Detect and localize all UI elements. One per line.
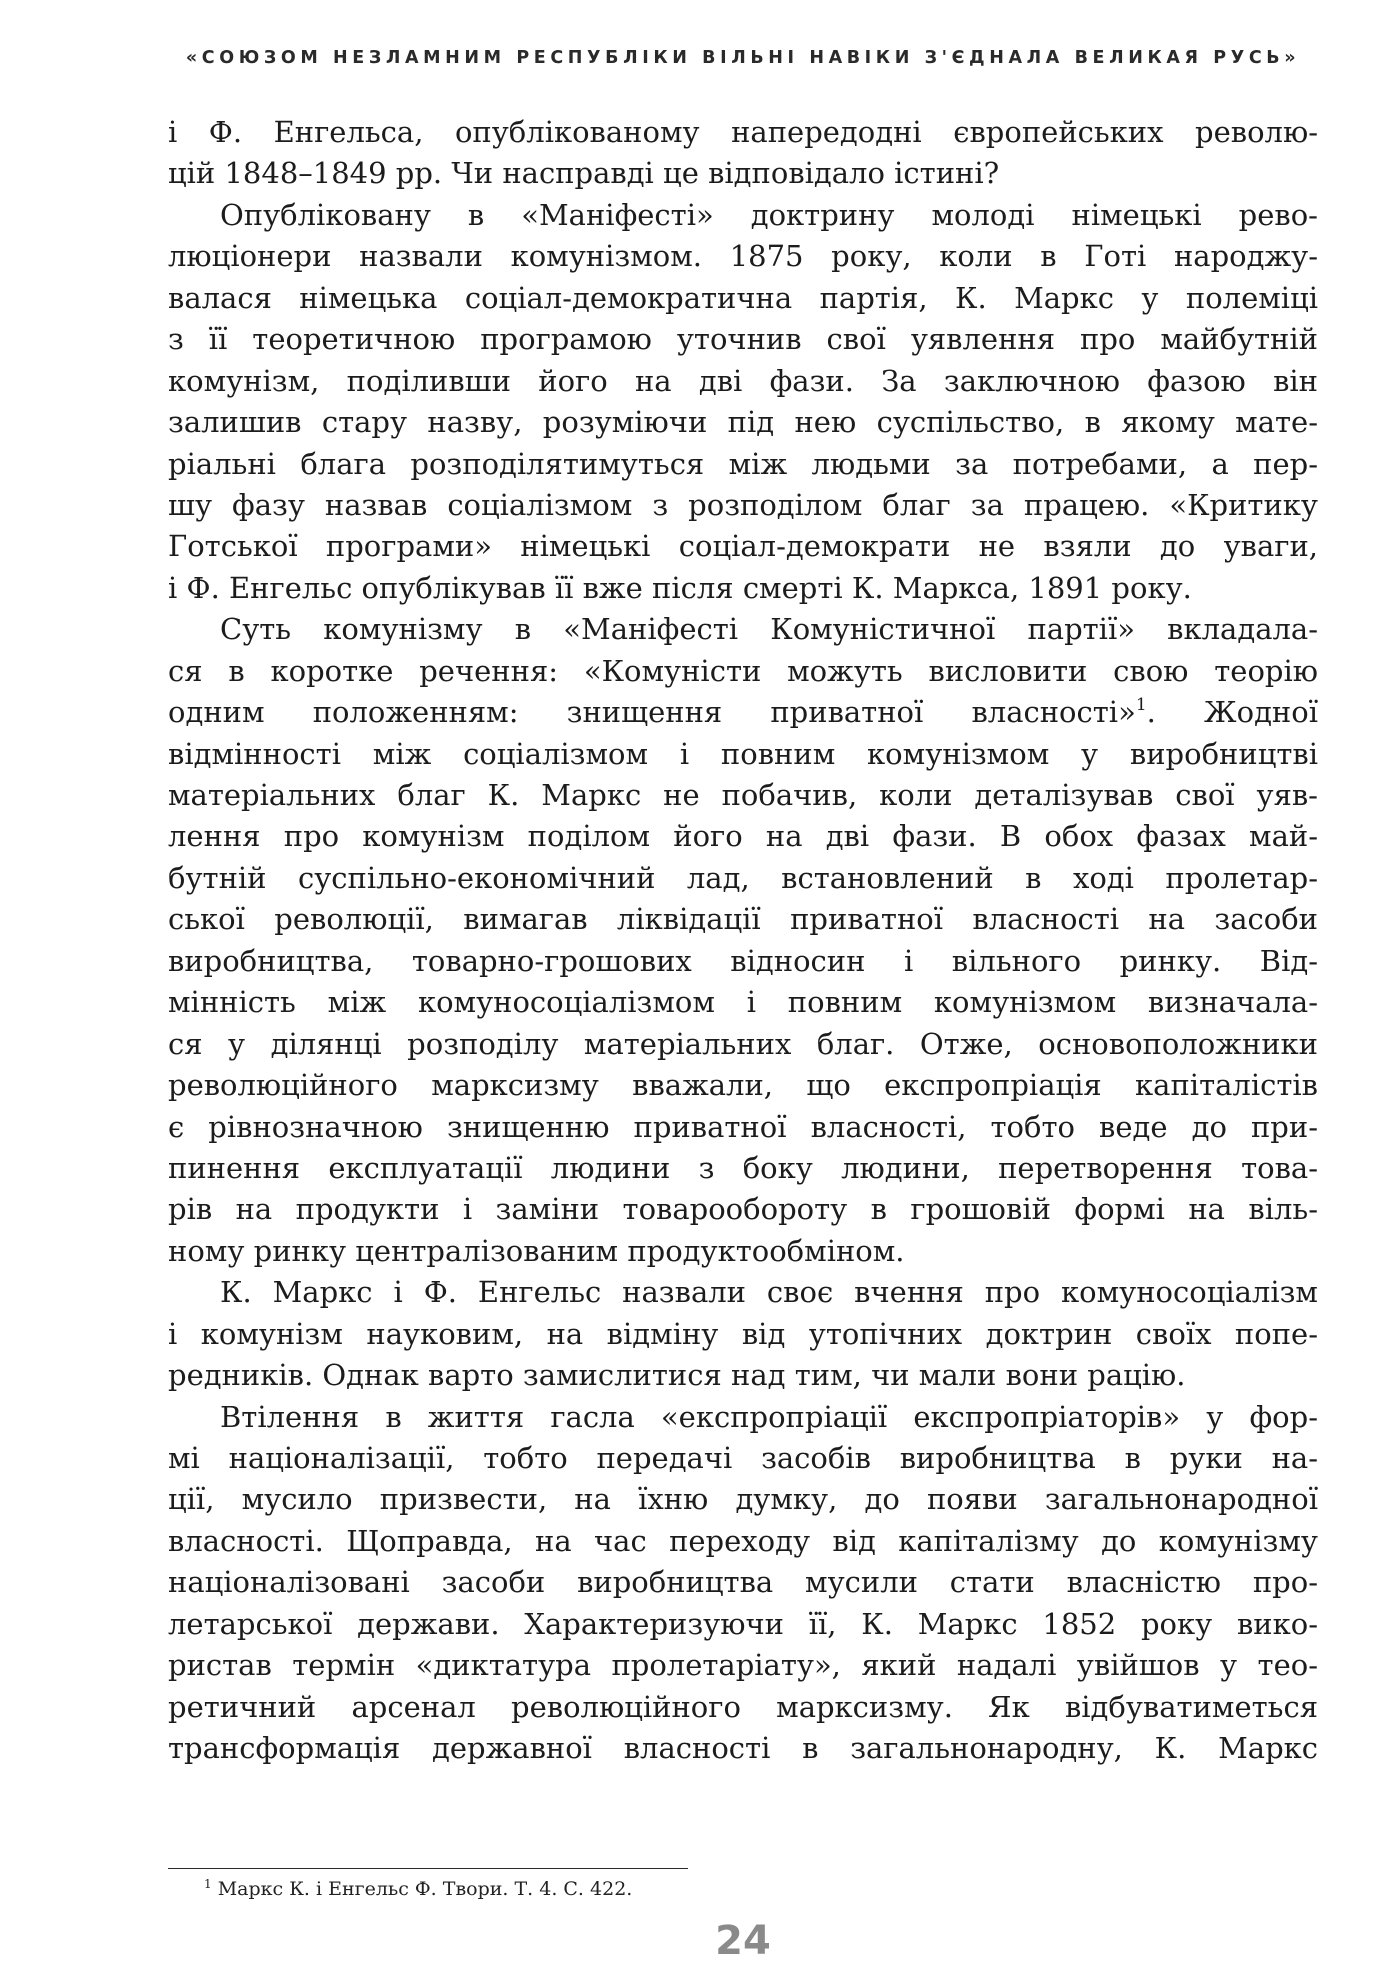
text-line: ції, мусило призвести, на їхню думку, до появи загальнонародної — [168, 1482, 1318, 1517]
text-line: з її теоретичною програмою уточнив свої уявлення про майбутній — [168, 322, 1318, 357]
text-line: люціонери назвали комунізмом. 1875 року, коли в Готі народжу- — [168, 239, 1318, 274]
text-line: мінність між комуносоціалізмом і повним комунізмом визначала- — [168, 985, 1318, 1020]
text-line: мі націоналізації, тобто передачі засобів виробництва в руки на- — [168, 1441, 1318, 1475]
text-line: революційного марксизму вважали, що експропріація капіталістів — [168, 1068, 1318, 1103]
page-number: 24 — [715, 1918, 771, 1964]
text-line: виробництва, товарно-грошових відносин і вільного ринку. Від- — [168, 943, 1318, 978]
footnote — [204, 1878, 632, 1900]
text-line: летарської держави. Характеризуючи її, К. Маркс 1852 року вико- — [168, 1606, 1318, 1641]
text-line: ської революції, вимагав ліквідації приватної власності на засоби — [168, 902, 1318, 937]
text-line: пинення експлуатації людини з боку людини, перетворення това- — [168, 1150, 1318, 1185]
text-line: Опубліковану в «Маніфесті» доктрину молоді німецькі рево- — [220, 197, 1318, 232]
text-line: залишив стару назву, розуміючи під нею суспільство, в якому мате- — [168, 405, 1318, 440]
text-line: є рівнозначною знищенню приватної власності, тобто веде до при- — [168, 1109, 1318, 1144]
text-line: ріальні блага розподілятимуться між людьми за потребами, а пер- — [168, 446, 1318, 481]
text-line: ристав термін «диктатура пролетаріату», який надалі увійшов у тео- — [168, 1648, 1318, 1683]
text-line: К. Маркс і Ф. Енгельс назвали своє вчення про комуносоціалізм — [220, 1275, 1318, 1310]
text-line: власності. Щоправда, на час переходу від капіталізму до комунізму — [168, 1523, 1318, 1558]
text-line: редників. Однак варто замислитися над тим, чи мали вони рацію. — [168, 1358, 1186, 1393]
text-line: комунізм, поділивши його на дві фази. За заключною фазою він — [168, 363, 1318, 398]
text-line: шу фазу назвав соціалізмом з розподілом благ за працею. «Критику — [168, 487, 1318, 522]
footnote-marker: 1 — [204, 1877, 212, 1891]
text-line: ся в коротке речення: «Комуністи можуть висловити свою теорію — [168, 653, 1318, 688]
text-line: і Ф. Енгельс опублікував її вже після смерті К. Маркса, 1891 року. — [168, 570, 1192, 605]
text-line-with-footnote — [168, 692, 1318, 733]
footnote-reference: 1 — [1135, 695, 1147, 716]
text-line: матеріальних благ К. Маркс не побачив, коли деталізував свої уяв- — [168, 778, 1318, 812]
running-header: «СОЮЗОМ НЕЗЛАМНИМ РЕСПУБЛІКИ ВІЛЬНІ НАВІКИ З'ЄДНАЛА ВЕЛИКАЯ РУСЬ» — [185, 48, 1301, 68]
text-line: і Ф. Енгельса, опублікованому напередодні європейських револю- — [168, 115, 1318, 149]
text-line: відмінності між соціалізмом і повним комунізмом у виробництві — [168, 736, 1318, 771]
text-line: ся у ділянці розподілу матеріальних благ. Отже, основоположники — [168, 1026, 1318, 1061]
text-line: ретичний арсенал революційного марксизму. Як відбуватиметься — [168, 1689, 1318, 1724]
text-line: рів на продукти і заміни товарообороту в грошовій формі на віль- — [168, 1192, 1318, 1227]
text-line: лення про комунізм поділом його на дві фази. В обох фазах май- — [168, 819, 1318, 854]
text-line: Втілення в життя гасла «експропріації експропріаторів» у фор- — [220, 1399, 1318, 1434]
text-line: ному ринку централізованим продуктообміном. — [168, 1233, 905, 1268]
text-line: валася німецька соціал-демократична партія, К. Маркс у полеміці — [168, 280, 1318, 315]
text-line-part: одним положенням: знищення приватної власності» — [168, 695, 1136, 730]
text-line: цій 1848–1849 рр. Чи насправді це відповідало істині? — [168, 156, 1000, 191]
body-text — [168, 112, 1318, 1770]
text-line: Суть комунізму в «Маніфесті Комуністичної партії» вкладала- — [220, 612, 1318, 647]
text-line: і комунізм науковим, на відміну від утопічних доктрин своїх попе- — [168, 1316, 1318, 1351]
footnote-divider — [168, 1868, 688, 1869]
text-line-part: . Жодної — [1146, 695, 1318, 730]
text-line: націоналізовані засоби виробництва мусили стати власністю про- — [168, 1565, 1318, 1600]
text-line: бутній суспільно-економічний лад, встановлений в ході пролетар- — [168, 860, 1318, 895]
footnote-text: Маркс К. і Енгельс Ф. Твори. Т. 4. С. 422. — [217, 1878, 633, 1900]
text-line: трансформація державної власності в загальнонародну, К. Маркс — [168, 1731, 1318, 1766]
text-line: Готської програми» німецькі соціал-демократи не взяли до уваги, — [168, 529, 1318, 564]
